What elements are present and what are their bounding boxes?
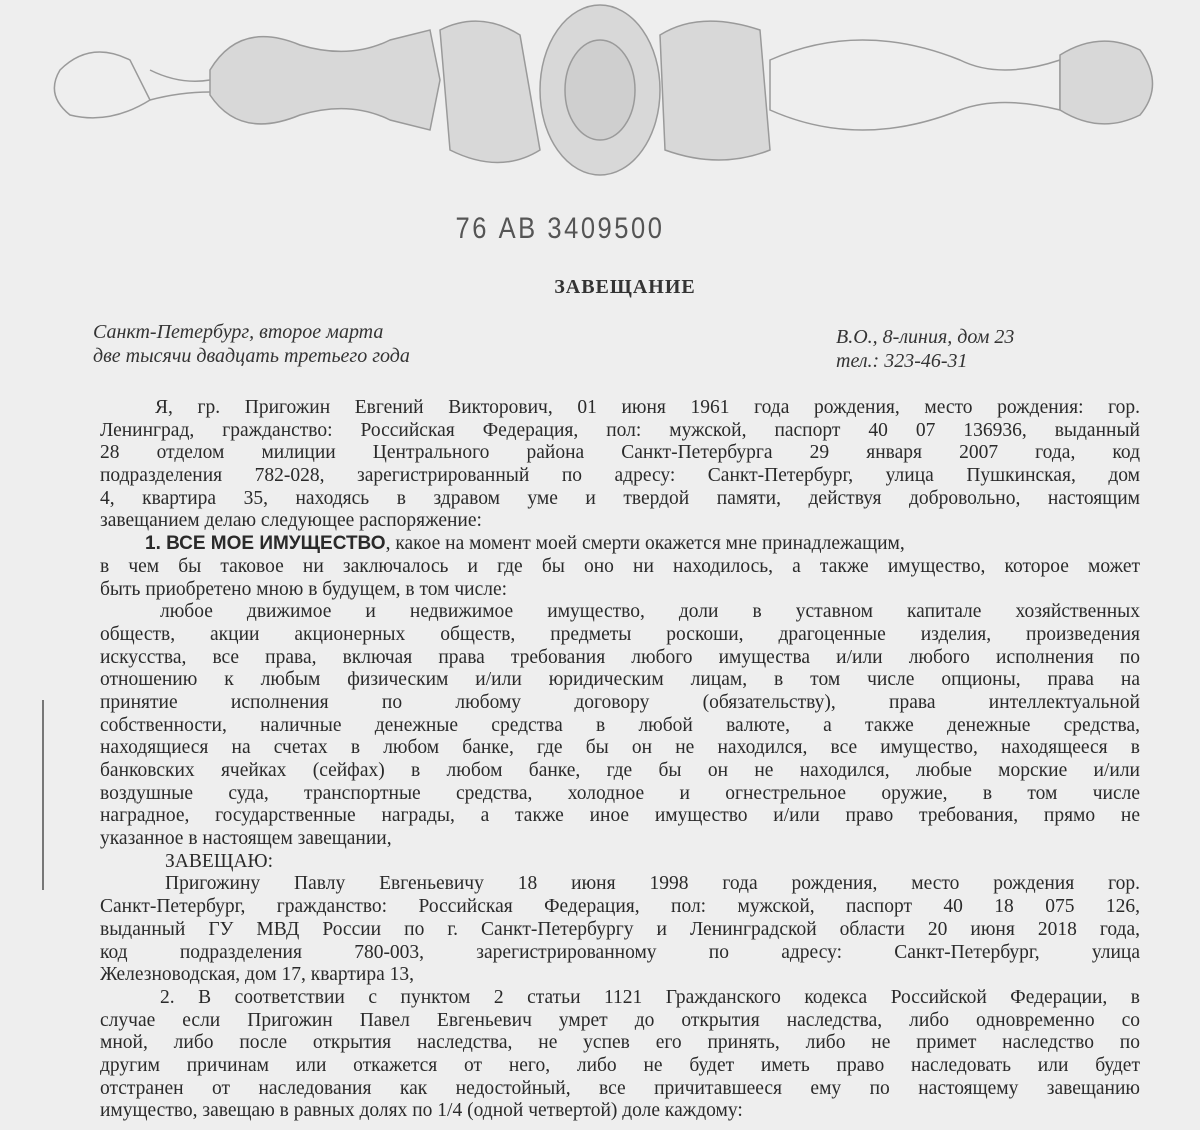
decorative-ornament	[0, 0, 1200, 200]
bequeath-heading: ЗАВЕЩАЮ:	[165, 850, 273, 872]
text-line: отстранен от наследования как недостойный, все причитавшееся ему по настоящему завещанию	[100, 1077, 1140, 1099]
text-line: собственности, наличные денежные средства в любой валюте, а также денежные средства,	[100, 714, 1140, 736]
text-line: подразделения 782-028, зарегистрированный по адресу: Санкт-Петербург, улица Пушкинская, дом	[100, 465, 1140, 487]
text-line: отношению к любым физическим и/или юридическим лицам, в том числе опционы, права на	[100, 669, 1140, 691]
text-line: Ленинград, гражданство: Российская Федерация, пол: мужской, паспорт 40 07 136936, выданный	[100, 419, 1140, 441]
will-text	[100, 397, 1140, 1123]
text-line: обществ, акции акционерных обществ, предметы роскоши, драгоценные изделия, произведения	[100, 623, 1140, 645]
text-line: банковских ячейках (сейфах) в любом банке, где бы он не находился, любые морские и/или	[100, 760, 1140, 781]
text-line: находящиеся на счетах в любом банке, где бы он не находился, все имущество, находящееся в	[100, 737, 1140, 759]
text-line: принятие исполнения по любому договору (обязательству), права интеллектуальной	[100, 691, 1140, 713]
text-line: в чем бы таковое ни заключалось и где бы оно ни находилось, а также имущество, которое может	[100, 555, 1140, 577]
text-line: имущество, завещаю в равных долях по 1/4 (одной четвертой) доле каждому:	[100, 1100, 743, 1122]
text-line: Железноводская, дом 17, квартира 13,	[100, 964, 414, 986]
text-line: завещанием делаю следующее распоряжение:	[100, 510, 482, 532]
text-line: Санкт-Петербург, гражданство: Российская Федерация, пол: мужской, паспорт 40 18 075 126,	[100, 896, 1140, 918]
item-1-heading: 1. ВСЕ МОЕ ИМУЩЕСТВО	[145, 533, 386, 555]
text-line: 2. В соответствии с пунктом 2 статьи 1121 Гражданского кодекса Российской Федерации, в	[160, 986, 1140, 1008]
text-line: искусства, все права, включая права требования любого имущества и/или любого исполнения по	[100, 646, 1140, 668]
text-line: наградное, государственные награды, а также иное имущество и/или право требования, прямо не	[100, 805, 1140, 827]
item-1-text: , какое на момент моей смерти окажется мне принадлежащим,	[385, 533, 905, 555]
text-line: другим причинам или откажется от него, либо не будет иметь право наследовать или будет	[100, 1054, 1140, 1076]
text-line: любое движимое и недвижимое имущество, доли в уставном капитале хозяйственных	[160, 601, 1140, 623]
margin-mark	[42, 700, 44, 890]
text-line: быть приобретено мною в будущем, в том числе:	[100, 578, 508, 600]
text-line: мной, либо после открытия наследства, не успев его принять, либо не примет наследство по	[100, 1032, 1140, 1054]
document-title: ЗАВЕЩАНИЕ	[554, 276, 696, 298]
text-line: код подразделения 780-003, зарегистрированному по адресу: Санкт-Петербург, улица	[100, 941, 1140, 963]
phone-line: тел.: 323-46-31	[836, 350, 968, 372]
place-date-line: две тысячи двадцать третьего года	[93, 345, 410, 367]
text-line: 4, квартира 35, находясь в здравом уме и твердой памяти, действуя добровольно, настоящим	[100, 487, 1140, 509]
item-1-line	[100, 533, 1140, 556]
text-line: Пригожину Павлу Евгеньевичу 18 июня 1998 года рождения, место рождения гор.	[165, 873, 1140, 895]
text-line: Я, гр. Пригожин Евгений Викторович, 01 июня 1961 года рождения, место рождения: гор.	[155, 397, 1140, 418]
text-line: указанное в настоящем завещании,	[100, 828, 392, 850]
place-and-date	[93, 320, 410, 368]
address-line: В.О., 8-линия, дом 23	[836, 326, 1015, 348]
place-date-line: Санкт-Петербург, второе марта	[93, 321, 384, 343]
text-line: выданный ГУ МВД России по г. Санкт-Петербургу и Ленинградской области 20 июня 2018 года,	[100, 918, 1140, 940]
notary-address	[836, 325, 1014, 373]
text-line: случае если Пригожин Павел Евгеньевич умрет до открытия наследства, либо одновременно со	[100, 1009, 1140, 1031]
text-line: 28 отделом милиции Центрального района Санкт-Петербурга 29 января 2007 года, код	[100, 442, 1140, 464]
text-line: воздушные суда, транспортные средства, холодное и огнестрельное оружие, в том числе	[100, 782, 1140, 804]
document-serial-number: 76 АВ 3409500	[455, 212, 665, 245]
